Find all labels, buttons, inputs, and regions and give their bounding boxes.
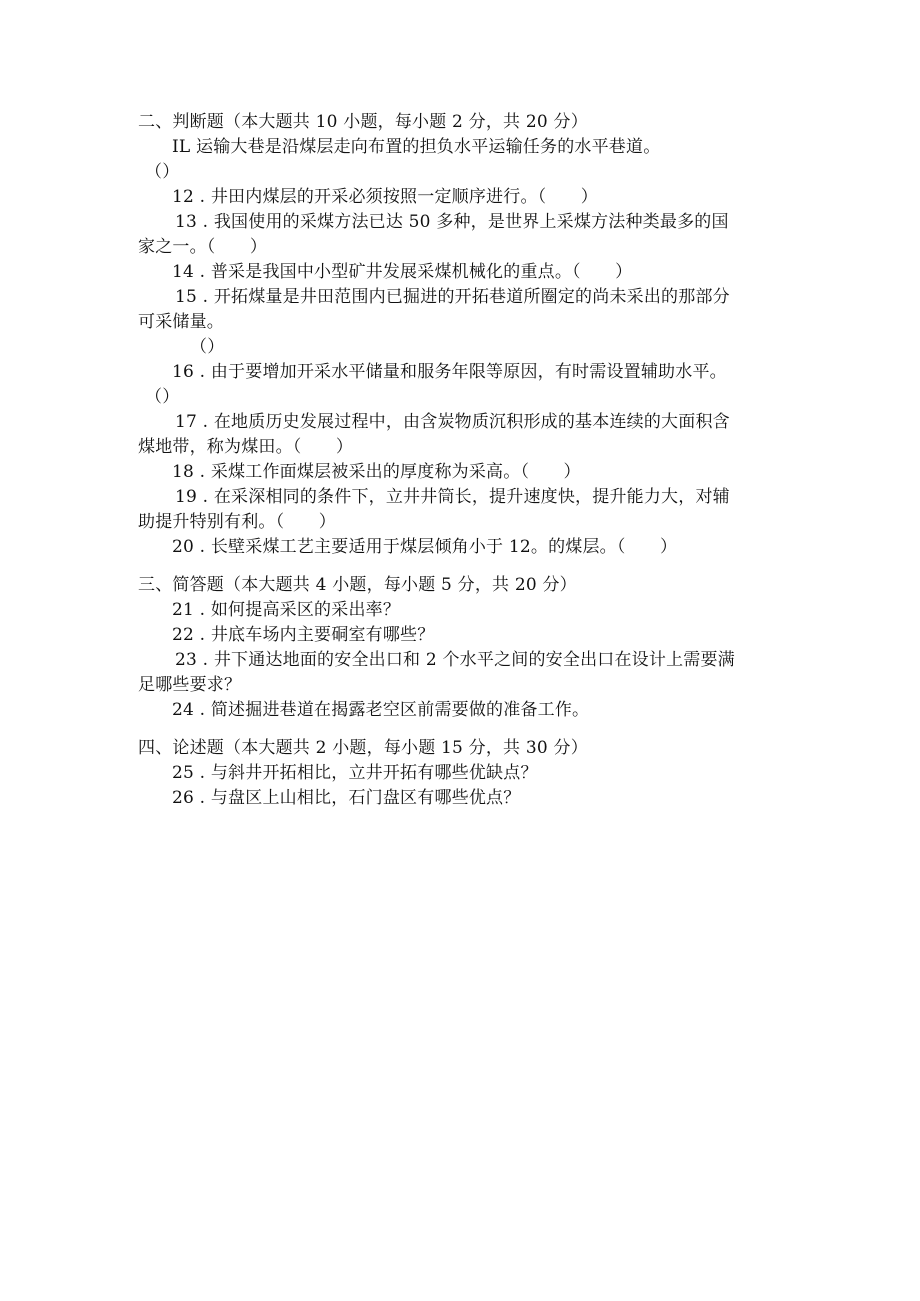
question-12: 12 . 井田内煤层的开采必须按照一定顺序进行。（ ） bbox=[172, 187, 598, 207]
question-20: 20 . 长壁采煤工艺主要适用于煤层倾角小于 12。的煤层。（ ） bbox=[172, 537, 678, 557]
question-25: 25 . 与斜井开拓相比，立井开拓有哪些优缺点？ bbox=[172, 763, 538, 783]
question-21: 21 . 如何提高采区的采出率？ bbox=[172, 600, 401, 620]
question-14: 14 . 普采是我国中小型矿井发展采煤机械化的重点。（ ） bbox=[172, 262, 633, 282]
question-19-line1: 19 . 在采深相同的条件下，立井井筒长，提升速度快，提升能力大，对辅 bbox=[175, 487, 730, 507]
question-15-line2: 可采储量。 bbox=[138, 312, 224, 332]
question-13-line2: 家之一。（ ） bbox=[138, 237, 268, 257]
question-18: 18 . 采煤工作面煤层被采出的厚度称为采高。（ ） bbox=[172, 462, 581, 482]
section-heading-judge: 二、判断题（本大题共 10 小题，每小题 2 分，共 20 分） bbox=[138, 112, 588, 132]
question-13-line1: 13 . 我国使用的采煤方法已达 50 多种，是世界上采煤方法种类最多的国 bbox=[175, 212, 729, 232]
question-15-line3: （） bbox=[190, 337, 225, 357]
question-11-line2: （） bbox=[145, 162, 180, 182]
question-22: 22 . 井底车场内主要硐室有哪些？ bbox=[172, 625, 435, 645]
question-17-line1: 17 . 在地质历史发展过程中，由含炭物质沉积形成的基本连续的大面积含 bbox=[175, 412, 730, 432]
question-11-line1: IL 运输大巷是沿煤层走向布置的担负水平运输任务的水平巷道。 bbox=[172, 137, 661, 157]
question-19-line2: 助提升特别有利。（ ） bbox=[138, 512, 336, 532]
question-17-line2: 煤地带，称为煤田。（ ） bbox=[138, 437, 354, 457]
question-26: 26 . 与盘区上山相比，石门盘区有哪些优点？ bbox=[172, 788, 521, 808]
question-24: 24 . 简述掘进巷道在揭露老空区前需要做的准备工作。 bbox=[172, 700, 590, 720]
question-16-line2: （） bbox=[145, 387, 180, 407]
section-heading-essay: 四、论述题（本大题共 2 小题，每小题 15 分，共 30 分） bbox=[138, 738, 588, 758]
question-16-line1: 16 . 由于要增加开采水平储量和服务年限等原因，有时需设置辅助水平。 bbox=[172, 362, 727, 382]
section-heading-short: 三、简答题（本大题共 4 小题，每小题 5 分，共 20 分） bbox=[138, 575, 577, 595]
question-15-line1: 15 . 开拓煤量是井田范围内已掘进的开拓巷道所圈定的尚未采出的那部分 bbox=[175, 287, 730, 307]
question-23-line1: 23 . 井下通达地面的安全出口和 2 个水平之间的安全出口在设计上需要满 bbox=[175, 650, 735, 670]
question-23-line2: 足哪些要求？ bbox=[138, 675, 242, 695]
